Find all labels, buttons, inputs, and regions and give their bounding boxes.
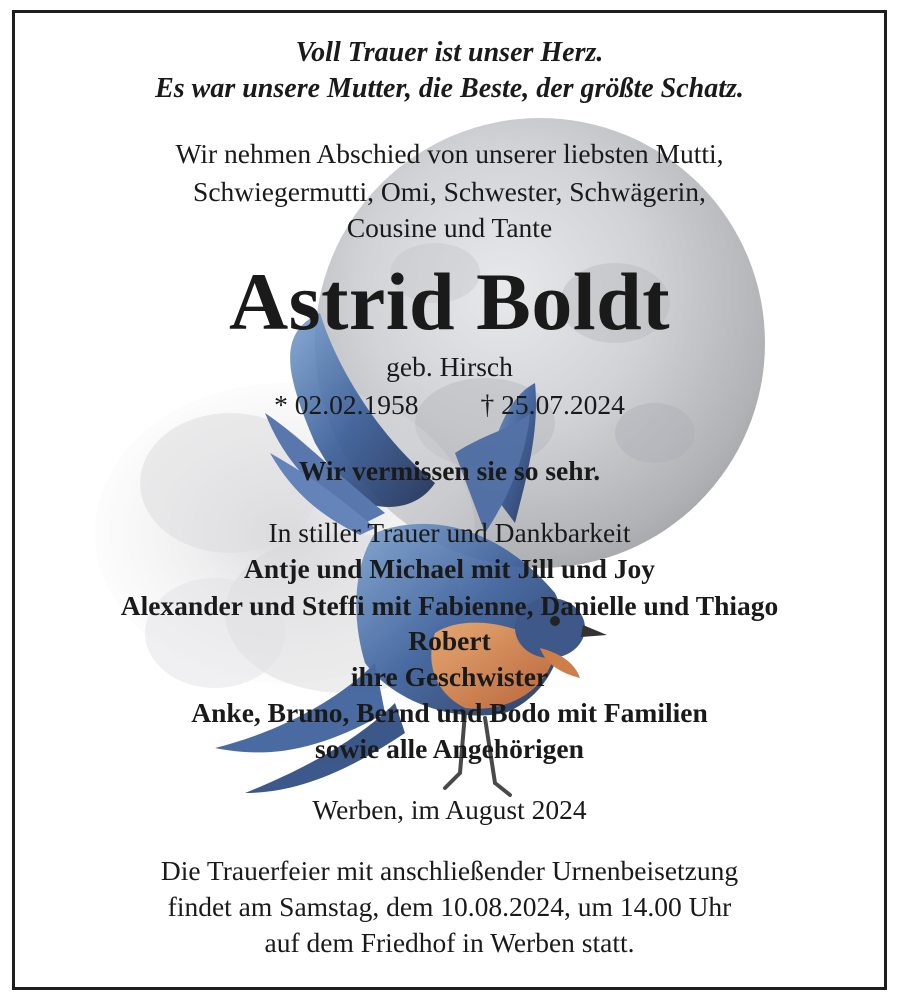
maiden-name: geb. Hirsch <box>386 351 513 382</box>
mourner-line: Antje und Michael mit Jill und Joy <box>243 553 655 584</box>
verse-line-2: Es war unsere Mutter, die Beste, der größte Schatz. <box>155 73 744 104</box>
intro-line-2: Schwiegermutti, Omi, Schwester, Schwägerin, <box>193 176 706 207</box>
mourner-line: Alexander und Steffi mit Fabienne, Danielle und Thiago <box>120 590 779 621</box>
service-line-3: auf dem Friedhof in Werben statt. <box>264 927 635 958</box>
service-line-1: Die Trauerfeier mit anschließender Urnenbeisetzung <box>160 855 739 886</box>
mourner-line: Robert <box>408 625 491 656</box>
mourner-line: sowie alle Angehörigen <box>315 733 584 764</box>
obituary-card <box>12 10 887 990</box>
service-line-2: findet am Samstag, dem 10.08.2024, um 14.00 Uhr <box>167 891 732 922</box>
deceased-name: Astrid Boldt <box>228 256 671 347</box>
intro-line-3: Cousine und Tante <box>346 212 553 243</box>
mourner-line: ihre Geschwister <box>350 661 549 692</box>
death-date: † 25.07.2024 <box>480 389 625 420</box>
mourners-intro: In stiller Trauer und Dankbarkeit <box>268 517 631 548</box>
verse-line-1: Voll Trauer ist unser Herz. <box>295 37 604 68</box>
place-and-date: Werben, im August 2024 <box>312 794 587 825</box>
mourner-line: Anke, Bruno, Bernd und Bodo mit Familien <box>191 697 708 728</box>
intro-line-1: Wir nehmen Abschied von unserer liebsten Mutti, <box>175 138 724 169</box>
life-dates <box>15 387 884 422</box>
motto: Wir vermissen sie so sehr. <box>298 455 601 486</box>
birth-date: * 02.02.1958 <box>274 389 419 420</box>
